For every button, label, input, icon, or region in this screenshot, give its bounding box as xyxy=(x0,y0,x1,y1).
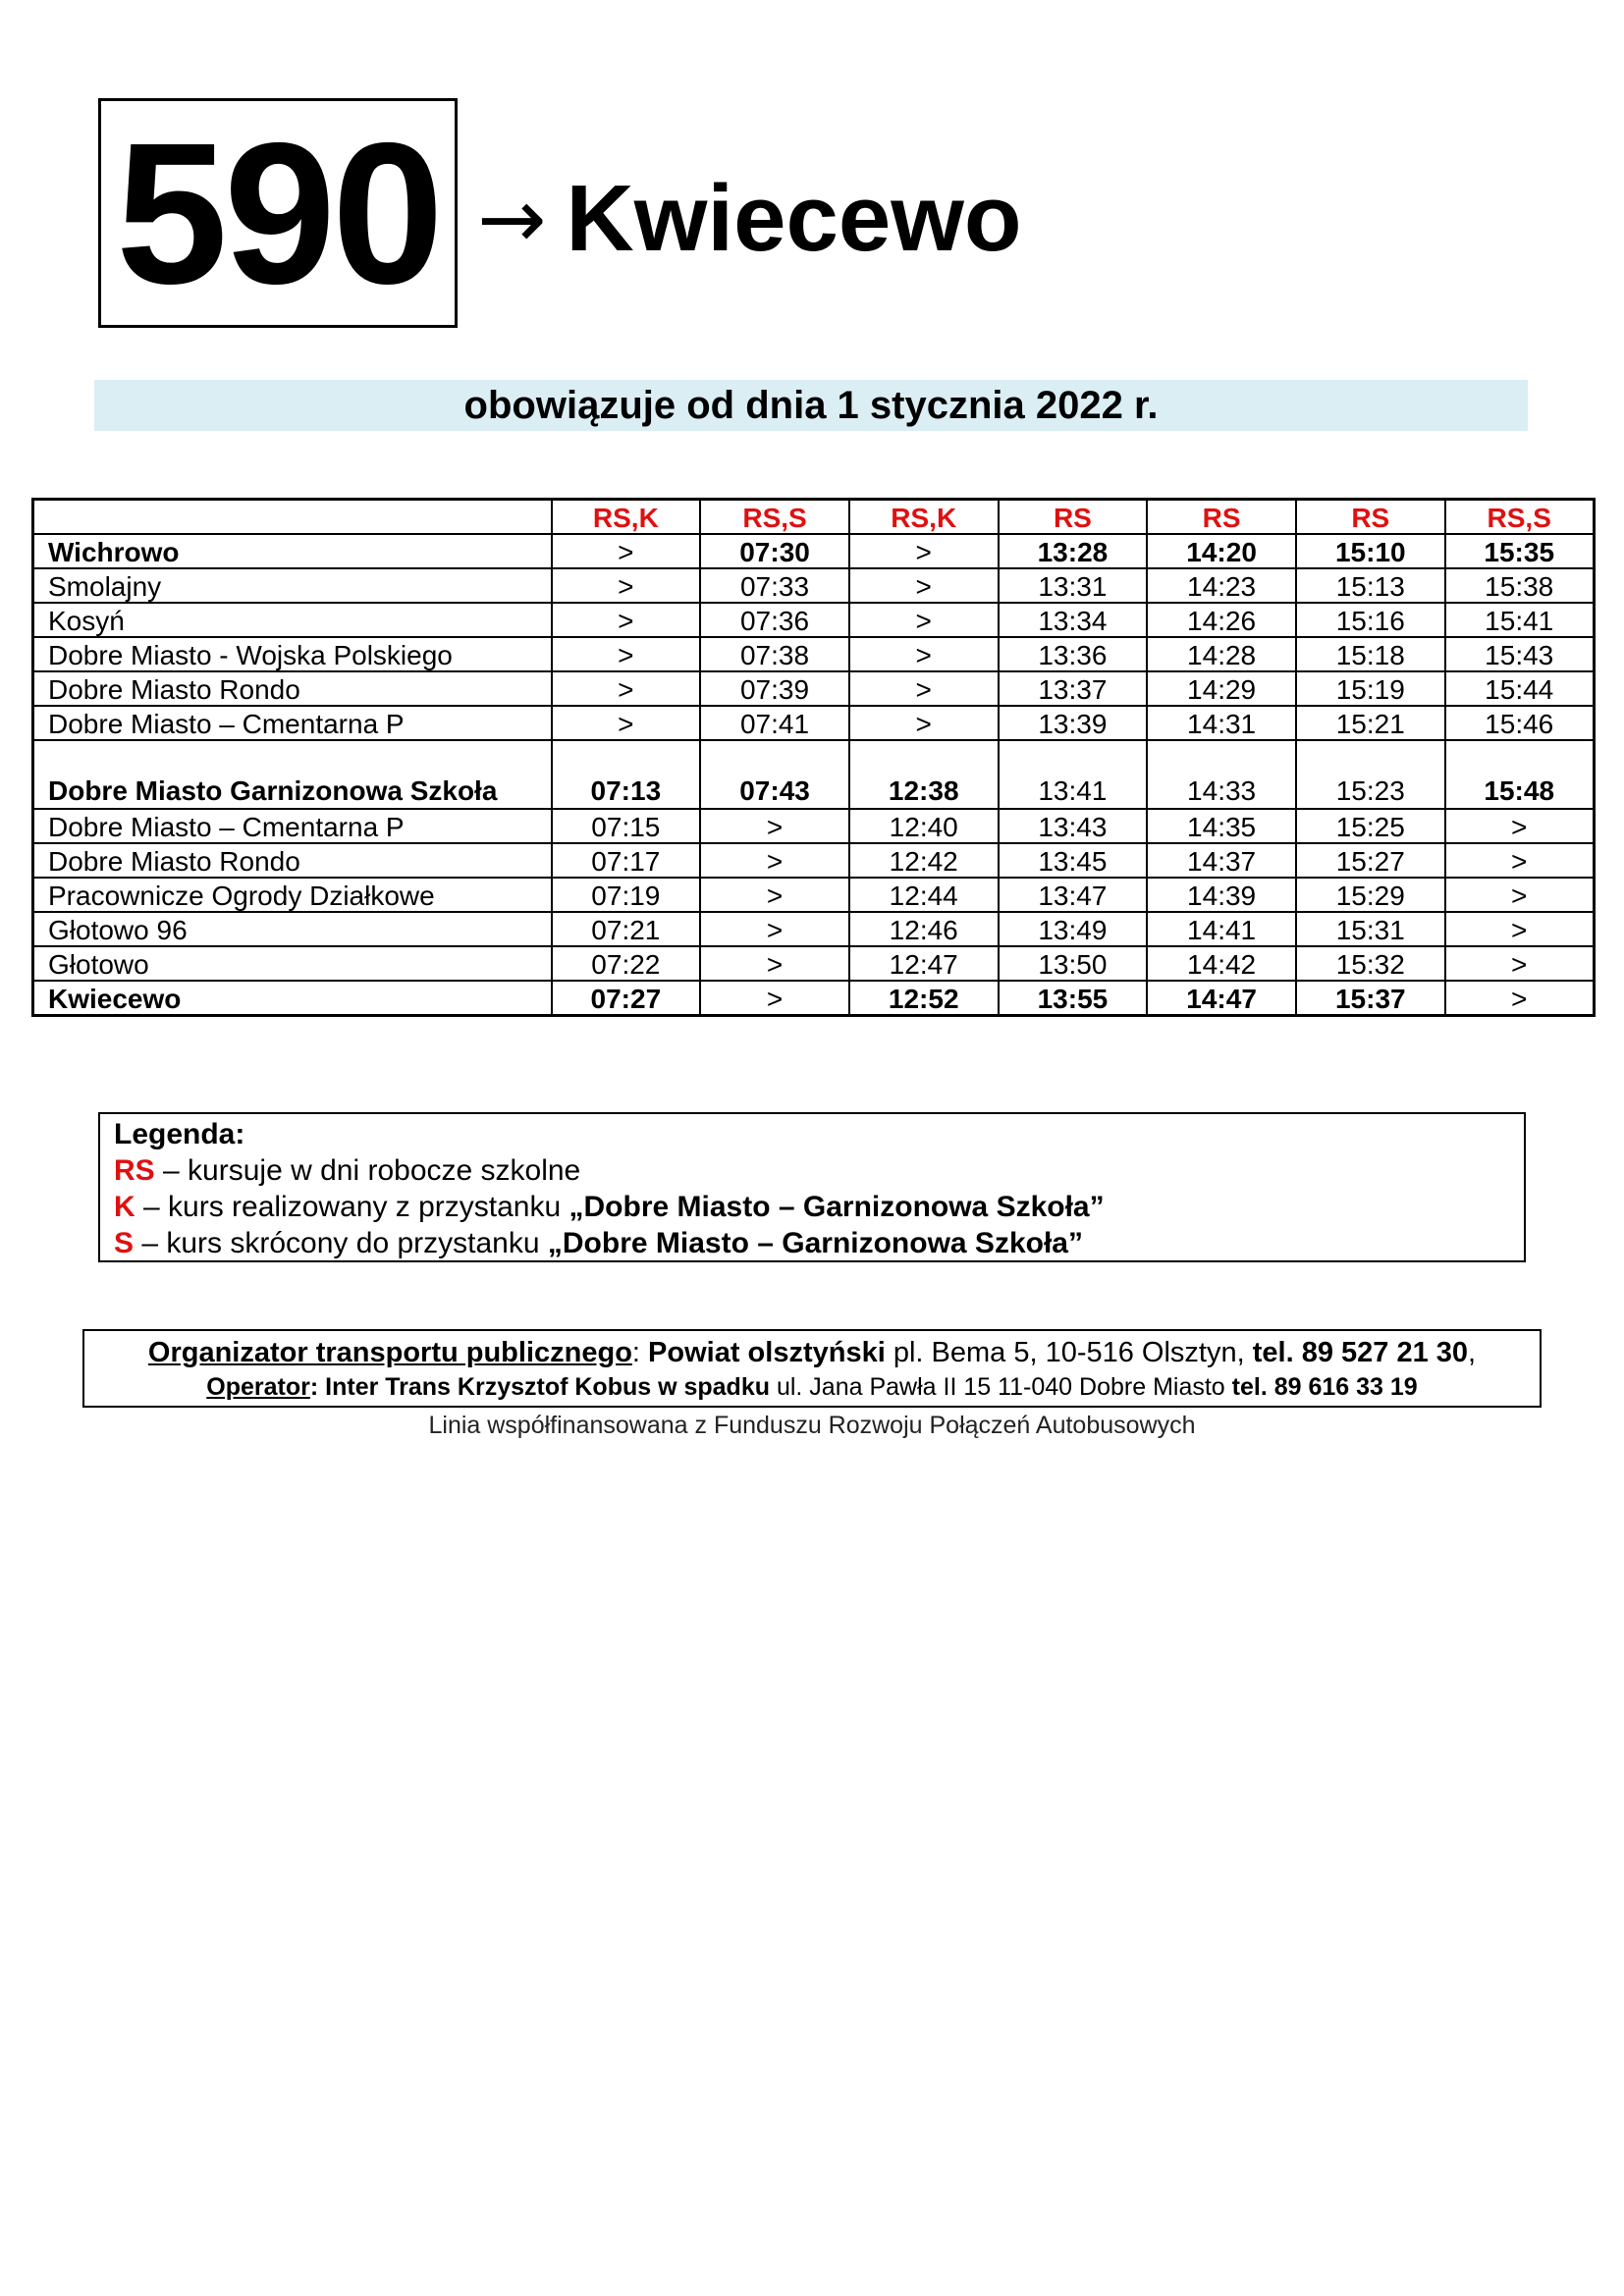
departure-time: 07:22 xyxy=(552,946,701,981)
stop-name: Smolajny xyxy=(33,568,552,603)
table-row xyxy=(33,878,1595,912)
legend-item xyxy=(114,1189,1510,1225)
legend-title: Legenda: xyxy=(114,1118,245,1150)
legend-code: K xyxy=(114,1191,135,1223)
timetable-header-row xyxy=(33,500,1595,535)
departure-time: 15:46 xyxy=(1445,706,1595,740)
departure-time: 07:13 xyxy=(552,740,701,809)
organizer-line xyxy=(84,1335,1540,1370)
stop-name: Dobre Miasto Garnizonowa Szkoła xyxy=(33,740,552,809)
legend-text: – kurs skrócony do przystanku xyxy=(134,1227,548,1259)
departure-time: 13:47 xyxy=(999,878,1148,912)
timetable xyxy=(31,498,1596,1017)
departure-time: 15:19 xyxy=(1296,671,1445,706)
departure-time: > xyxy=(552,603,701,637)
departure-time: > xyxy=(700,809,849,843)
departure-time: 15:29 xyxy=(1296,878,1445,912)
departure-time: 14:26 xyxy=(1147,603,1296,637)
departure-time: 13:31 xyxy=(999,568,1148,603)
departure-time: 07:30 xyxy=(700,534,849,568)
departure-time: 14:42 xyxy=(1147,946,1296,981)
departure-time: 15:38 xyxy=(1445,568,1595,603)
departure-time: 12:52 xyxy=(849,981,999,1016)
departure-time: > xyxy=(1445,912,1595,946)
departure-time: 13:28 xyxy=(999,534,1148,568)
course-code-header: RS xyxy=(1147,500,1296,535)
operator-label: Operator xyxy=(206,1373,310,1401)
departure-time: > xyxy=(552,568,701,603)
departure-time: 15:25 xyxy=(1296,809,1445,843)
departure-time: 07:27 xyxy=(552,981,701,1016)
departure-time: 07:33 xyxy=(700,568,849,603)
organizer-label: Organizator transportu publicznego xyxy=(147,1337,632,1368)
departure-time: 15:31 xyxy=(1296,912,1445,946)
legend-stop-name: „Dobre Miasto – Garnizonowa Szkoła” xyxy=(547,1227,1083,1259)
departure-time: 15:21 xyxy=(1296,706,1445,740)
legend-box xyxy=(98,1112,1526,1262)
legend-item xyxy=(114,1152,1510,1189)
departure-time: 13:37 xyxy=(999,671,1148,706)
course-code-header: RS,S xyxy=(700,500,849,535)
header-stop-cell xyxy=(33,500,552,535)
table-row xyxy=(33,912,1595,946)
operator-address: ul. Jana Pawła II 15 11-040 Dobre Miasto xyxy=(770,1373,1232,1401)
departure-time: 15:18 xyxy=(1296,637,1445,671)
departure-time: 14:31 xyxy=(1147,706,1296,740)
legend-text: – kurs realizowany z przystanku xyxy=(135,1191,569,1223)
departure-time: 07:36 xyxy=(700,603,849,637)
departure-time: 14:23 xyxy=(1147,568,1296,603)
departure-time: 14:37 xyxy=(1147,843,1296,878)
departure-time: 14:33 xyxy=(1147,740,1296,809)
departure-time: > xyxy=(849,534,999,568)
stop-name: Głotowo 96 xyxy=(33,912,552,946)
departure-time: 12:42 xyxy=(849,843,999,878)
legend-code: RS xyxy=(114,1154,155,1187)
departure-time: 13:50 xyxy=(999,946,1148,981)
departure-time: 12:44 xyxy=(849,878,999,912)
departure-time: 15:48 xyxy=(1445,740,1595,809)
table-row xyxy=(33,671,1595,706)
departure-time: 15:44 xyxy=(1445,671,1595,706)
departure-time: > xyxy=(552,706,701,740)
departure-time: > xyxy=(1445,946,1595,981)
departure-time: > xyxy=(1445,843,1595,878)
departure-time: > xyxy=(1445,981,1595,1016)
departure-time: 07:43 xyxy=(700,740,849,809)
table-row xyxy=(33,706,1595,740)
table-row xyxy=(33,637,1595,671)
departure-time: 15:37 xyxy=(1296,981,1445,1016)
departure-time: 07:38 xyxy=(700,637,849,671)
stop-name: Kwiecewo xyxy=(33,981,552,1016)
departure-time: 07:41 xyxy=(700,706,849,740)
operator-phone: tel. 89 616 33 19 xyxy=(1231,1373,1418,1401)
departure-time: > xyxy=(849,568,999,603)
table-row xyxy=(33,568,1595,603)
departure-time: 13:45 xyxy=(999,843,1148,878)
line-number: 590 xyxy=(115,100,441,326)
course-code-header: RS xyxy=(1296,500,1445,535)
organizer-colon: : xyxy=(631,1337,649,1368)
departure-time: 12:46 xyxy=(849,912,999,946)
departure-time: 14:47 xyxy=(1147,981,1296,1016)
departure-time: 15:10 xyxy=(1296,534,1445,568)
stop-name: Kosyń xyxy=(33,603,552,637)
table-row xyxy=(33,981,1595,1016)
table-row xyxy=(33,946,1595,981)
departure-time: 12:40 xyxy=(849,809,999,843)
table-row xyxy=(33,843,1595,878)
departure-time: 15:13 xyxy=(1296,568,1445,603)
stop-name: Dobre Miasto Rondo xyxy=(33,671,552,706)
course-code-header: RS,K xyxy=(849,500,999,535)
departure-time: > xyxy=(1445,878,1595,912)
line-number-box xyxy=(98,98,458,328)
departure-time: 13:55 xyxy=(999,981,1148,1016)
departure-time: 14:28 xyxy=(1147,637,1296,671)
departure-time: 14:41 xyxy=(1147,912,1296,946)
departure-time: 13:36 xyxy=(999,637,1148,671)
direction-heading xyxy=(477,165,1022,273)
footer-info-box xyxy=(82,1329,1542,1408)
operator-line xyxy=(84,1370,1540,1404)
course-code-header: RS,S xyxy=(1445,500,1595,535)
departure-time: 15:41 xyxy=(1445,603,1595,637)
stop-name: Dobre Miasto – Cmentarna P xyxy=(33,809,552,843)
departure-time: 15:35 xyxy=(1445,534,1595,568)
departure-time: 14:29 xyxy=(1147,671,1296,706)
departure-time: > xyxy=(552,534,701,568)
cofinance-note: Linia współfinansowana z Funduszu Rozwoju Połączeń Autobusowych xyxy=(428,1412,1196,1439)
departure-time: 14:20 xyxy=(1147,534,1296,568)
departure-time: > xyxy=(849,706,999,740)
departure-time: 14:35 xyxy=(1147,809,1296,843)
departure-time: 13:39 xyxy=(999,706,1148,740)
legend-stop-name: „Dobre Miasto – Garnizonowa Szkoła” xyxy=(568,1191,1105,1223)
organizer-end: , xyxy=(1468,1337,1477,1368)
table-row xyxy=(33,740,1595,809)
departure-time: 12:47 xyxy=(849,946,999,981)
departure-time: > xyxy=(700,878,849,912)
stop-name: Dobre Miasto - Wojska Polskiego xyxy=(33,637,552,671)
departure-time: > xyxy=(700,912,849,946)
departure-time: 13:49 xyxy=(999,912,1148,946)
departure-time: 07:15 xyxy=(552,809,701,843)
departure-time: 15:43 xyxy=(1445,637,1595,671)
organizer-phone: tel. 89 527 21 30 xyxy=(1252,1337,1469,1368)
organizer-name: Powiat olsztyński xyxy=(648,1337,886,1368)
departure-time: > xyxy=(700,843,849,878)
departure-time: > xyxy=(849,671,999,706)
table-row xyxy=(33,603,1595,637)
departure-time: 15:16 xyxy=(1296,603,1445,637)
stop-name: Dobre Miasto – Cmentarna P xyxy=(33,706,552,740)
destination-name: Kwiecewo xyxy=(566,166,1022,271)
legend-item xyxy=(114,1225,1510,1261)
departure-time: 13:34 xyxy=(999,603,1148,637)
departure-time: 15:23 xyxy=(1296,740,1445,809)
departure-time: > xyxy=(849,637,999,671)
operator-name: : Inter Trans Krzysztof Kobus w spadku xyxy=(309,1373,771,1401)
stop-name: Wichrowo xyxy=(33,534,552,568)
legend-code: S xyxy=(114,1227,135,1259)
course-code-header: RS,K xyxy=(552,500,701,535)
table-row xyxy=(33,809,1595,843)
departure-time: 07:21 xyxy=(552,912,701,946)
departure-time: 07:39 xyxy=(700,671,849,706)
departure-time: 13:41 xyxy=(999,740,1148,809)
departure-time: > xyxy=(700,946,849,981)
legend-text: – kursuje w dni robocze szkolne xyxy=(154,1154,581,1187)
departure-time: 13:43 xyxy=(999,809,1148,843)
course-code-header: RS xyxy=(999,500,1148,535)
departure-time: > xyxy=(849,603,999,637)
departure-time: > xyxy=(552,671,701,706)
departure-time: 07:19 xyxy=(552,878,701,912)
stop-name: Pracownicze Ogrody Działkowe xyxy=(33,878,552,912)
stop-name: Głotowo xyxy=(33,946,552,981)
departure-time: 14:39 xyxy=(1147,878,1296,912)
arrow-right-icon: → xyxy=(477,171,547,267)
departure-time: 15:32 xyxy=(1296,946,1445,981)
table-row xyxy=(33,534,1595,568)
departure-time: > xyxy=(700,981,849,1016)
organizer-address: pl. Bema 5, 10-516 Olsztyn, xyxy=(885,1337,1253,1368)
departure-time: > xyxy=(1445,809,1595,843)
departure-time: > xyxy=(552,637,701,671)
departure-time: 07:17 xyxy=(552,843,701,878)
stop-name: Dobre Miasto Rondo xyxy=(33,843,552,878)
departure-time: 15:27 xyxy=(1296,843,1445,878)
validity-banner: obowiązuje od dnia 1 stycznia 2022 r. xyxy=(94,380,1528,431)
departure-time: 12:38 xyxy=(849,740,999,809)
